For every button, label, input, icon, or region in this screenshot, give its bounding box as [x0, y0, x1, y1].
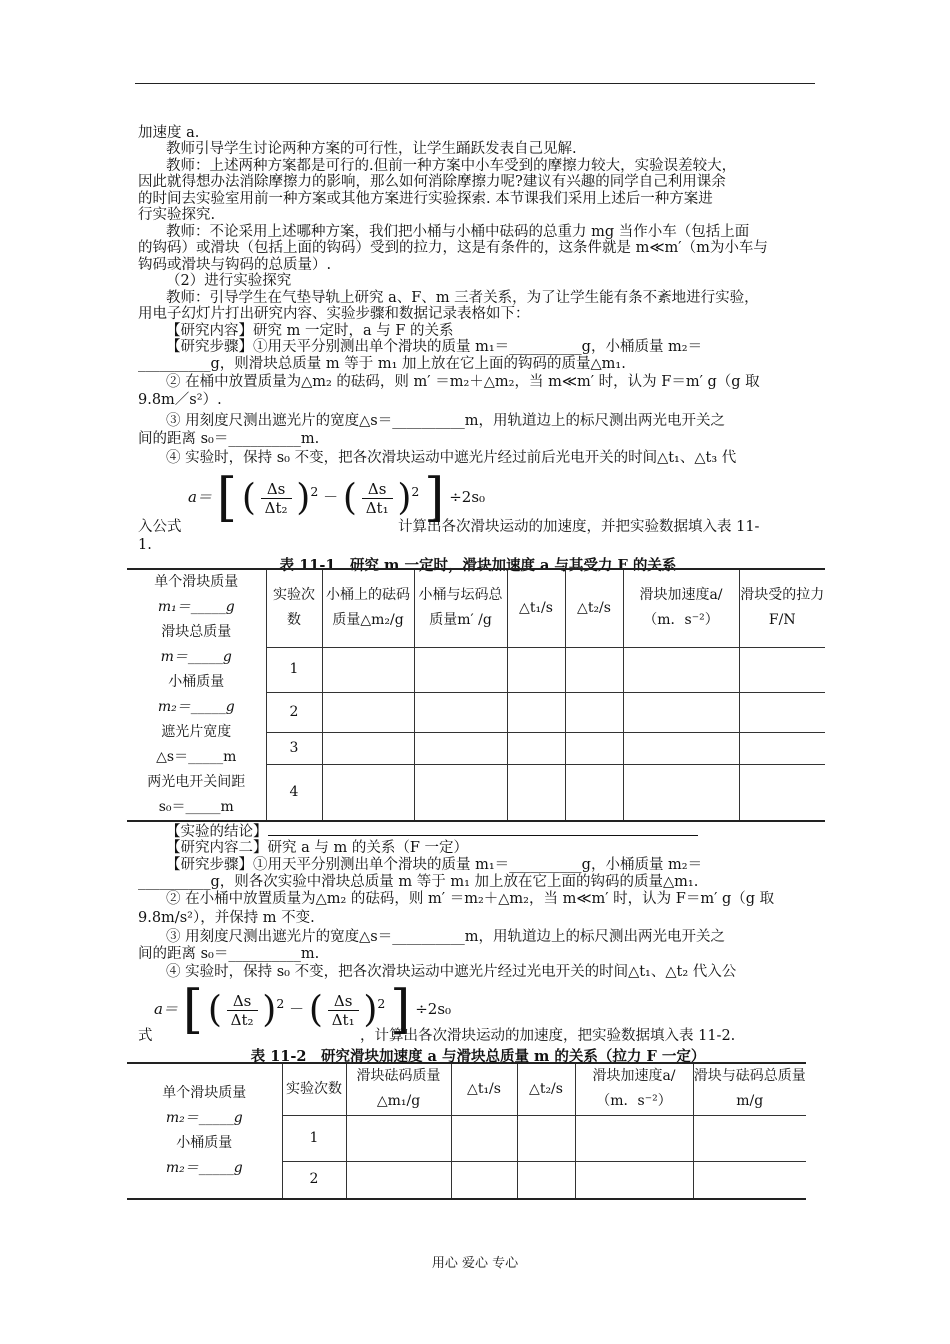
text-line: 行实验探究.	[138, 207, 216, 223]
cell	[739, 647, 825, 692]
label: 单个滑块质量	[162, 1085, 247, 1101]
value: m＝_____g	[160, 649, 232, 665]
cell	[693, 1161, 806, 1199]
cell	[565, 647, 623, 692]
exponent: 2	[310, 484, 319, 499]
row-number: 1	[282, 1115, 346, 1161]
text-line: 【研究步骤】①用天平分别测出单个滑块的质量 m₁＝__________g，小桶质量 m₂＝	[166, 339, 703, 355]
fraction: $\frac{\Delta s}{\text{Δt₂}}$	[227, 992, 258, 1029]
value: s₀＝_____m	[158, 799, 234, 815]
text-line: 的钩码）或滑块（包括上面的钩码）受到的拉力，这是有条件的，这条件就是 m≪m′（m为小车与	[138, 240, 768, 256]
column-header: 滑块加速度a/（m．s⁻²）	[575, 1063, 693, 1115]
paren: (	[207, 989, 222, 1031]
cell	[575, 1115, 693, 1161]
value: m₂＝_____g	[157, 699, 235, 715]
page-footer: 用心 爱心 专心	[431, 1256, 519, 1271]
cell	[451, 1161, 517, 1199]
text-line: 入公式	[138, 519, 182, 535]
cell	[739, 765, 825, 821]
text-line: ④ 实验时，保持 s₀ 不变，把各次滑块运动中遮光片经过光电开关的时间△t₁、△t₂ 代入公	[166, 964, 737, 980]
table-caption: 表 11-2 研究滑块加速度 a 与滑块总质量 m 的关系（拉力 F 一定）	[250, 1048, 706, 1065]
paren: )	[262, 989, 277, 1031]
cell	[322, 647, 414, 692]
exponent: 2	[276, 996, 285, 1011]
cell	[414, 765, 507, 821]
value: m₁＝_____g	[157, 599, 235, 615]
cell	[623, 647, 739, 692]
minus: －	[323, 488, 339, 506]
header-rule	[135, 83, 815, 84]
text-line: 间的距离 s₀＝__________m.	[138, 946, 320, 962]
cell	[346, 1115, 451, 1161]
text-line: 【研究内容】研究 m 一定时，a 与 F 的关系	[166, 323, 454, 339]
bracket: [	[216, 468, 238, 528]
cell	[507, 692, 565, 732]
cell	[322, 692, 414, 732]
text-line: 的时间去实验室用前一种方案或其他方案进行实验探索. 本节课我们采用上述后一种方案进	[138, 191, 713, 207]
text-line: 计算出各次滑块运动的加速度，并把实验数据填入表 11-	[398, 519, 760, 535]
bracket: ]	[390, 980, 411, 1040]
fraction: $\frac{\Delta s}{\text{Δt₂}}$	[261, 480, 292, 517]
table-caption: 表 11-1 研究 m 一定时，滑块加速度 a 与其受力 F 的关系	[279, 557, 677, 574]
text-line: 【研究内容二】研究 a 与 m 的关系（F 一定）	[166, 840, 468, 856]
column-header: 小桶与坛码总质量m′ /g	[414, 569, 507, 647]
text-line: 因此就得想办法消除摩擦力的影响，那么如何消除摩擦力呢?建议有兴趣的同学自己利用课余	[138, 174, 726, 190]
paren: )	[296, 477, 311, 519]
text-line: 用电子幻灯片打出研究内容、实验步骤和数据记录表格如下：	[138, 306, 530, 322]
fraction: $\frac{\Delta s}{\text{Δt₁}}$	[362, 480, 393, 517]
text-line: 钩码或滑块与钩码的总质量）.	[138, 257, 332, 273]
row-number: 3	[266, 733, 322, 765]
text-line: __________g，则各次实验中滑块总质量 m 等于 m₁ 加上放在它上面的钩码的质量△m₁.	[138, 874, 699, 890]
text-line: （2）进行实验探究	[166, 273, 292, 289]
conclusion-blank	[268, 823, 698, 836]
cell	[507, 647, 565, 692]
formula-lhs: a＝	[188, 488, 212, 506]
value: m₂＝_____g	[165, 1160, 243, 1176]
row-number: 4	[266, 765, 322, 821]
row-number: 2	[266, 692, 322, 732]
column-header: △t₁/s	[451, 1063, 517, 1115]
cell	[623, 765, 739, 821]
data-table-2	[127, 1062, 806, 1200]
table-side-info	[127, 1063, 282, 1199]
bracket: [	[182, 980, 204, 1040]
cell	[414, 733, 507, 765]
column-header: 实验次数	[266, 569, 322, 647]
cell	[517, 1115, 575, 1161]
paren: )	[363, 989, 378, 1031]
cell	[565, 765, 623, 821]
label: 滑块总质量	[161, 624, 232, 640]
column-header: 滑块与砝码总质量m/g	[693, 1063, 806, 1115]
text-line: 教师：不论采用上述哪种方案，我们把小桶与小桶中砝码的总重力 mg 当作小车（包括上面	[166, 224, 750, 240]
column-header: 滑块砝码质量△m₁/g	[346, 1063, 451, 1115]
exponent: 2	[411, 484, 420, 499]
column-header: △t₂/s	[565, 569, 623, 647]
text-line: ④ 实验时，保持 s₀ 不变，把各次滑块运动中遮光片经过前后光电开关的时间△t₁、△t₃ 代	[166, 450, 737, 466]
label: 小桶质量	[176, 1135, 233, 1151]
column-header: 滑块受的拉力F/N	[739, 569, 825, 647]
label: 小桶质量	[168, 674, 225, 690]
cell	[507, 765, 565, 821]
text-line: ③ 用刻度尺测出遮光片的宽度△s＝__________m，用轨道边上的标尺测出两光电开关之	[166, 929, 725, 945]
row-number: 2	[282, 1161, 346, 1199]
cell	[739, 692, 825, 732]
fraction: $\frac{\Delta s}{\text{Δt₁}}$	[328, 992, 359, 1029]
cell	[322, 765, 414, 821]
cell	[575, 1161, 693, 1199]
cell	[739, 733, 825, 765]
cell	[693, 1115, 806, 1161]
text-line: ② 在桶中放置质量为△m₂ 的砝码，则 m′ ＝m₂＋△m₂，当 m≪m′ 时，认为 F＝m′ g（g 取	[166, 374, 760, 390]
text-line	[138, 823, 846, 841]
divide-term: ÷2s₀	[415, 1000, 452, 1018]
column-header: 实验次数	[282, 1063, 346, 1115]
text-line: ，计算出各次滑块运动的加速度，把实验数据填入表 11-2.	[360, 1028, 736, 1044]
column-header: 滑块加速度a/（m．s⁻²）	[623, 569, 739, 647]
column-header: △t₂/s	[517, 1063, 575, 1115]
cell	[565, 733, 623, 765]
paren: )	[397, 477, 412, 519]
cell	[414, 647, 507, 692]
text-line: 9.8m／s²）.	[138, 392, 222, 408]
paren: (	[308, 989, 323, 1031]
exponent: 2	[377, 996, 386, 1011]
formula-lhs: a＝	[154, 1000, 178, 1018]
value: △s＝_____m	[156, 749, 237, 765]
value: m₂＝_____g	[165, 1110, 243, 1126]
text-line: 教师：上述两种方案都是可行的.但前一种方案中小车受到的摩擦力较大，实验误差较大，	[166, 158, 737, 174]
cell	[451, 1115, 517, 1161]
column-header: 小桶上的砝码质量△m₂/g	[322, 569, 414, 647]
cell	[346, 1161, 451, 1199]
column-header: △t₁/s	[507, 569, 565, 647]
text-line: 9.8m/s²），并保持 m 不变.	[138, 910, 315, 926]
text-line: ③ 用刻度尺测出遮光片的宽度△s＝__________m，用轨道边上的标尺测出两光电开关之	[166, 413, 725, 429]
cell	[414, 692, 507, 732]
text-line: 1.	[138, 537, 152, 553]
cell	[507, 733, 565, 765]
text-line: 间的距离 s₀＝__________m.	[138, 431, 320, 447]
table-side-info	[127, 569, 266, 821]
label: 单个滑块质量	[154, 574, 239, 590]
text-line: 【研究步骤】①用天平分别测出单个滑块的质量 m₁＝__________g，小桶质量 m₂＝	[166, 857, 703, 873]
cell	[623, 692, 739, 732]
text-line: 教师：引导学生在气垫导轨上研究 a、F、m 三者关系，为了让学生能有条不紊地进行实验，	[166, 290, 759, 306]
text-line: 加速度 a.	[138, 125, 200, 141]
text-line: 式	[138, 1028, 153, 1044]
text-line: 教师引导学生讨论两种方案的可行性，让学生踊跃发表自己见解.	[166, 141, 577, 157]
bracket: ]	[424, 468, 445, 528]
label: 遮光片宽度	[161, 724, 232, 740]
data-table-1	[127, 568, 825, 822]
paren: (	[241, 477, 256, 519]
divide-term: ÷2s₀	[449, 488, 486, 506]
paren: (	[342, 477, 357, 519]
label: 两光电开关间距	[147, 774, 246, 790]
cell	[322, 733, 414, 765]
text-line: __________g，则滑块总质量 m 等于 m₁ 加上放在它上面的钩码的质量△m₁.	[138, 356, 626, 372]
text-line: ② 在小桶中放置质量为△m₂ 的砝码，则 m′ ＝m₂＋△m₂，当 m≪m′ 时，认为 F＝m′ g（g 取	[166, 891, 775, 907]
conclusion-label: 【实验的结论】	[166, 824, 268, 840]
cell	[565, 692, 623, 732]
minus: －	[289, 1000, 305, 1018]
cell	[517, 1161, 575, 1199]
row-number: 1	[266, 647, 322, 692]
cell	[623, 733, 739, 765]
